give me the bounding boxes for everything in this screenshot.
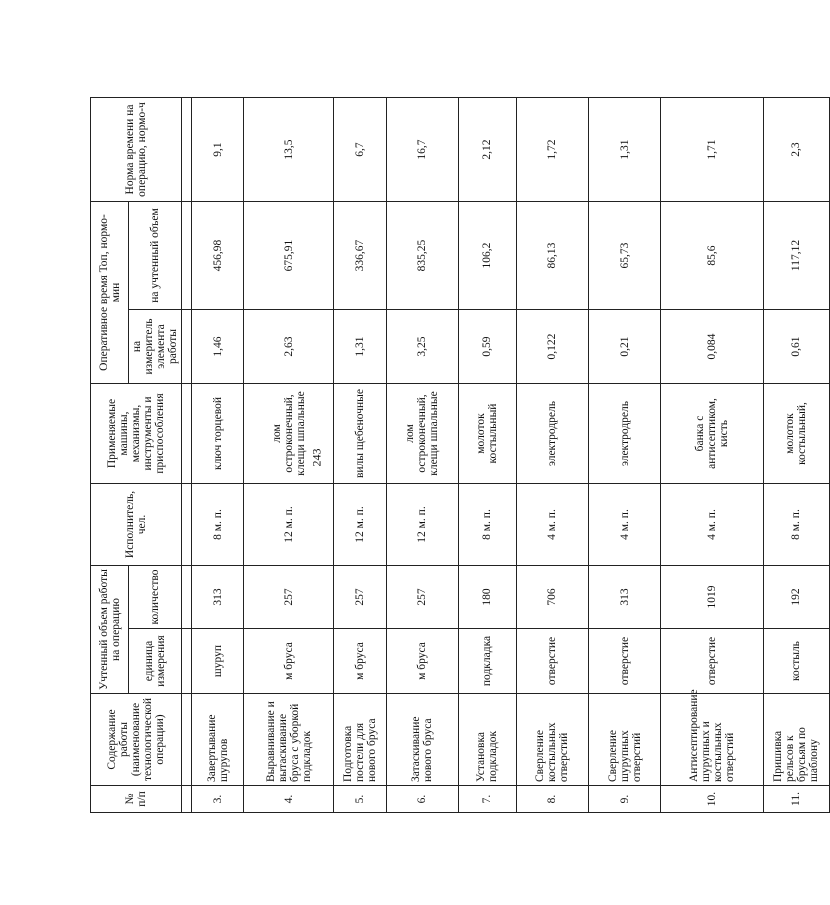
cell-machines: банка с антисептиком, кисть (661, 384, 763, 484)
table-row (661, 98, 763, 813)
cell-norm: 1,71 (661, 98, 763, 202)
header-optime-unit: на измеритель элемента работы (129, 310, 182, 384)
cell-executor: 8 м. п. (459, 484, 516, 566)
cell-machines: лом остроконечный, клещи шпальные (386, 384, 458, 484)
page-number: 243 (309, 448, 324, 467)
cell-num: 5. (334, 786, 386, 813)
cell-per-unit: 0,122 (516, 310, 588, 384)
table-row (386, 98, 458, 813)
cell-machines: ключ торцевой (192, 384, 244, 484)
cell-num: 11. (763, 786, 829, 813)
table-row (192, 98, 244, 813)
table-row (244, 98, 334, 813)
cell-per-volume: 65,73 (589, 202, 661, 310)
cell-content: Антисептирование шурупных и костыльных отверстий (661, 694, 763, 786)
header-machines: Применяемые машины, механизмы, инструменты и приспособления (91, 384, 182, 484)
table-row (516, 98, 588, 813)
cell-per-unit: 1,46 (192, 310, 244, 384)
header-volume-qty: количество (129, 566, 182, 629)
cell-per-unit: 3,25 (386, 310, 458, 384)
cell-per-volume: 675,91 (244, 202, 334, 310)
cell-num: 9. (589, 786, 661, 813)
cell-machines: молоток костыльный, (763, 384, 829, 484)
cell-num: 7. (459, 786, 516, 813)
header-executor: Исполнитель, чел. (91, 484, 182, 566)
cell-num: 3. (192, 786, 244, 813)
table-row (334, 98, 386, 813)
cell-machines: молоток костыльный (459, 384, 516, 484)
cell-qty: 313 (589, 566, 661, 629)
cell-executor: 4 м. п. (589, 484, 661, 566)
header-optime-volume: на учтенный объем (129, 202, 182, 310)
cell-per-volume: 106,2 (459, 202, 516, 310)
cell-norm: 13,5 (244, 98, 334, 202)
cell-norm: 1,31 (589, 98, 661, 202)
cell-executor: 8 м. п. (192, 484, 244, 566)
table-row (459, 98, 516, 813)
cell-unit: костыль (763, 629, 829, 694)
norms-table (90, 97, 830, 813)
cell-per-volume: 336,67 (334, 202, 386, 310)
header-optime-group: Оперативное время Топ, нормо-мин (91, 202, 129, 384)
cell-unit: м бруса (386, 629, 458, 694)
cell-content: Пришивка рельсов к брусьям по шаблону (763, 694, 829, 786)
cell-norm: 2,3 (763, 98, 829, 202)
header-volume-group: Учтенный объем работы на операцию (91, 566, 129, 694)
cell-per-unit: 1,31 (334, 310, 386, 384)
cell-norm: 6,7 (334, 98, 386, 202)
cell-machines: электродрель (516, 384, 588, 484)
header-content: Содержание работы (наименование технологической операции) (91, 694, 182, 786)
cell-content: Подготовка постели для нового бруса (334, 694, 386, 786)
cell-per-volume: 86,13 (516, 202, 588, 310)
cell-per-unit: 0,21 (589, 310, 661, 384)
cell-qty: 257 (244, 566, 334, 629)
header-volume-unit: единица измерения (129, 629, 182, 694)
cell-unit: отверстие (661, 629, 763, 694)
cell-qty: 180 (459, 566, 516, 629)
cell-per-unit: 0,61 (763, 310, 829, 384)
header-num: № п/п (91, 786, 182, 813)
cell-per-volume: 117,12 (763, 202, 829, 310)
cell-per-unit: 0,59 (459, 310, 516, 384)
table-row (589, 98, 661, 813)
cell-executor: 8 м. п. (763, 484, 829, 566)
cell-norm: 9,1 (192, 98, 244, 202)
cell-per-volume: 85,6 (661, 202, 763, 310)
cell-num: 10. (661, 786, 763, 813)
cell-unit: м бруса (244, 629, 334, 694)
cell-unit: подкладка (459, 629, 516, 694)
cell-content: Выравнивание и вытаскивание бруса с уборкой подкладок (244, 694, 334, 786)
cell-qty: 313 (192, 566, 244, 629)
cell-per-volume: 456,98 (192, 202, 244, 310)
header-norm: Норма времени на операцию, нормо-ч (91, 98, 182, 202)
cell-per-unit: 2,63 (244, 310, 334, 384)
cell-qty: 706 (516, 566, 588, 629)
cell-executor: 4 м. п. (661, 484, 763, 566)
cell-unit: шуруп (192, 629, 244, 694)
cell-num: 8. (516, 786, 588, 813)
cell-norm: 16,7 (386, 98, 458, 202)
rotated-table-container (90, 98, 830, 813)
table-row (763, 98, 829, 813)
cell-qty: 257 (386, 566, 458, 629)
cell-unit: м бруса (334, 629, 386, 694)
cell-qty: 192 (763, 566, 829, 629)
cell-executor: 12 м. п. (386, 484, 458, 566)
cell-content: Сверление шурупных отверстий (589, 694, 661, 786)
cell-qty: 1019 (661, 566, 763, 629)
cell-unit: отверстие (589, 629, 661, 694)
cell-qty: 257 (334, 566, 386, 629)
cell-content: Затаскивание нового бруса (386, 694, 458, 786)
cell-content: Сверление костыльных отверстий (516, 694, 588, 786)
cell-norm: 1,72 (516, 98, 588, 202)
cell-executor: 12 м. п. (244, 484, 334, 566)
cell-unit: отверстие (516, 629, 588, 694)
cell-executor: 12 м. п. (334, 484, 386, 566)
cell-per-volume: 835,25 (386, 202, 458, 310)
cell-executor: 4 м. п. (516, 484, 588, 566)
cell-per-unit: 0,084 (661, 310, 763, 384)
cell-machines: лом остроконечный, клещи шпальные (244, 384, 334, 484)
cell-content: Установка подкладок (459, 694, 516, 786)
cell-machines: электродрель (589, 384, 661, 484)
cell-content: Завертывание шурупов (192, 694, 244, 786)
cell-num: 6. (386, 786, 458, 813)
cell-num: 4. (244, 786, 334, 813)
cell-norm: 2,12 (459, 98, 516, 202)
cell-machines: вилы щебеночные (334, 384, 386, 484)
